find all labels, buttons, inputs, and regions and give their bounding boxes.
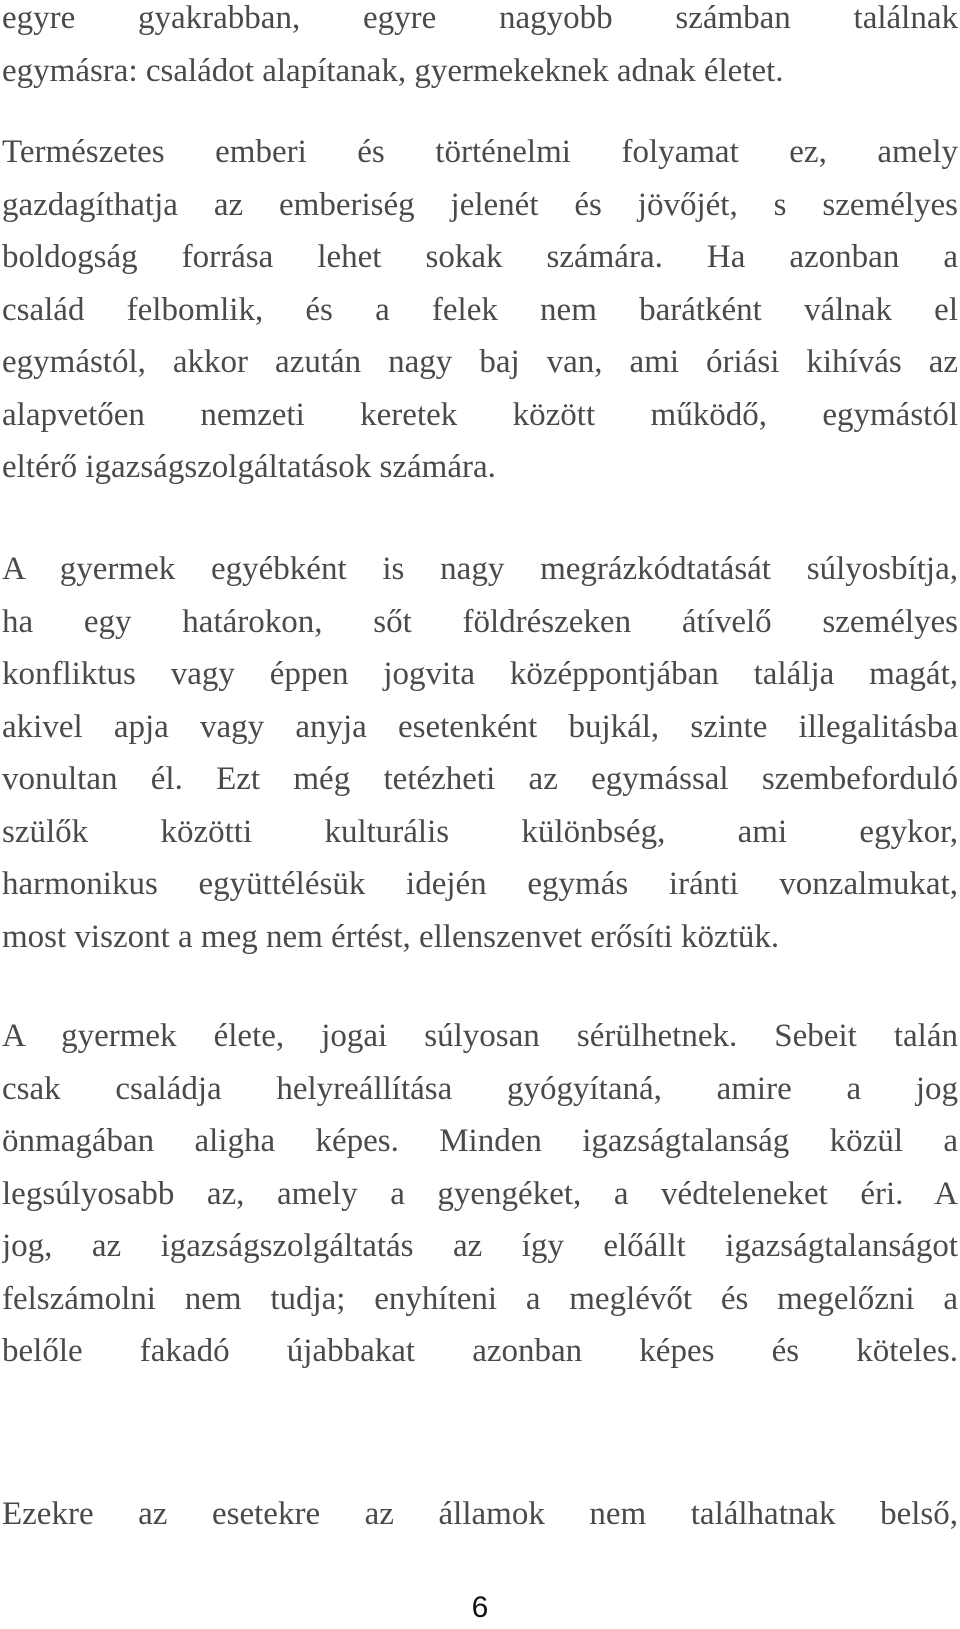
text-line: család felbomlik, és a felek nem barátként válnak el bbox=[2, 291, 958, 328]
text-line: harmonikus együttélésük idején egymás iránti vonzalmukat, bbox=[2, 866, 958, 902]
paragraph-2 bbox=[2, 126, 958, 494]
text-line: szülők közötti kulturális különbség, ami egykor, bbox=[2, 813, 958, 850]
text-line: konfliktus vagy éppen jogvita középpontjában találja magát, bbox=[2, 656, 958, 692]
text-line: Természetes emberi és történelmi folyamat ez, amely bbox=[2, 134, 958, 170]
text-line: boldogság forrása lehet sokak számára. Ha azonban a bbox=[2, 239, 958, 275]
text-line: Ezekre az esetekre az államok nem találhatnak belső, bbox=[2, 1496, 958, 1532]
paragraph-3 bbox=[2, 543, 958, 963]
text-line: legsúlyosabb az, amely a gyengéket, a védteleneket éri. A bbox=[2, 1175, 958, 1212]
text-line: felszámolni nem tudja; enyhíteni a meglévőt és megelőzni a bbox=[2, 1280, 958, 1317]
text-line: ha egy határokon, sőt földrészeken átívelő személyes bbox=[2, 603, 958, 640]
text-line: A gyermek élete, jogai súlyosan sérülhetnek. Sebeit talán bbox=[2, 1018, 958, 1054]
text-line: csak családja helyreállítása gyógyítaná, amire a jog bbox=[2, 1070, 958, 1107]
paragraph-5 bbox=[2, 1488, 958, 1541]
text-line: gazdagíthatja az emberiség jelenét és jövőjét, s személyes bbox=[2, 186, 958, 223]
text-line: belőle fakadó újabbakat azonban képes és köteles. bbox=[2, 1333, 958, 1369]
text-line: akivel apja vagy anyja esetenként bujkál, szinte illegalitásba bbox=[2, 708, 958, 745]
text-line: vonultan él. Ezt még tetézheti az egymással szembeforduló bbox=[2, 761, 958, 797]
paragraph-1 bbox=[2, 0, 958, 97]
text-line: A gyermek egyébként is nagy megrázkódtatását súlyosbítja, bbox=[2, 551, 958, 587]
text-line: önmagában aligha képes. Minden igazságtalanság közül a bbox=[2, 1123, 958, 1159]
text-line: egymástól, akkor azután nagy baj van, ami óriási kihívás az bbox=[2, 344, 958, 380]
paragraph-4 bbox=[2, 1010, 958, 1378]
text-line: eltérő igazságszolgáltatások számára. bbox=[2, 449, 496, 485]
text-line: egyre gyakrabban, egyre nagyobb számban találnak bbox=[2, 0, 958, 36]
text-line: most viszont a meg nem értést, ellenszenvet erősíti köztük. bbox=[2, 918, 780, 955]
page-number: 6 bbox=[471, 1591, 489, 1624]
text-line: alapvetően nemzeti keretek között működő, egymástól bbox=[2, 396, 958, 433]
text-line: egymásra: családot alapítanak, gyermekeknek adnak életet. bbox=[2, 52, 784, 89]
text-line: jog, az igazságszolgáltatás az így előállt igazságtalanságot bbox=[2, 1228, 958, 1264]
